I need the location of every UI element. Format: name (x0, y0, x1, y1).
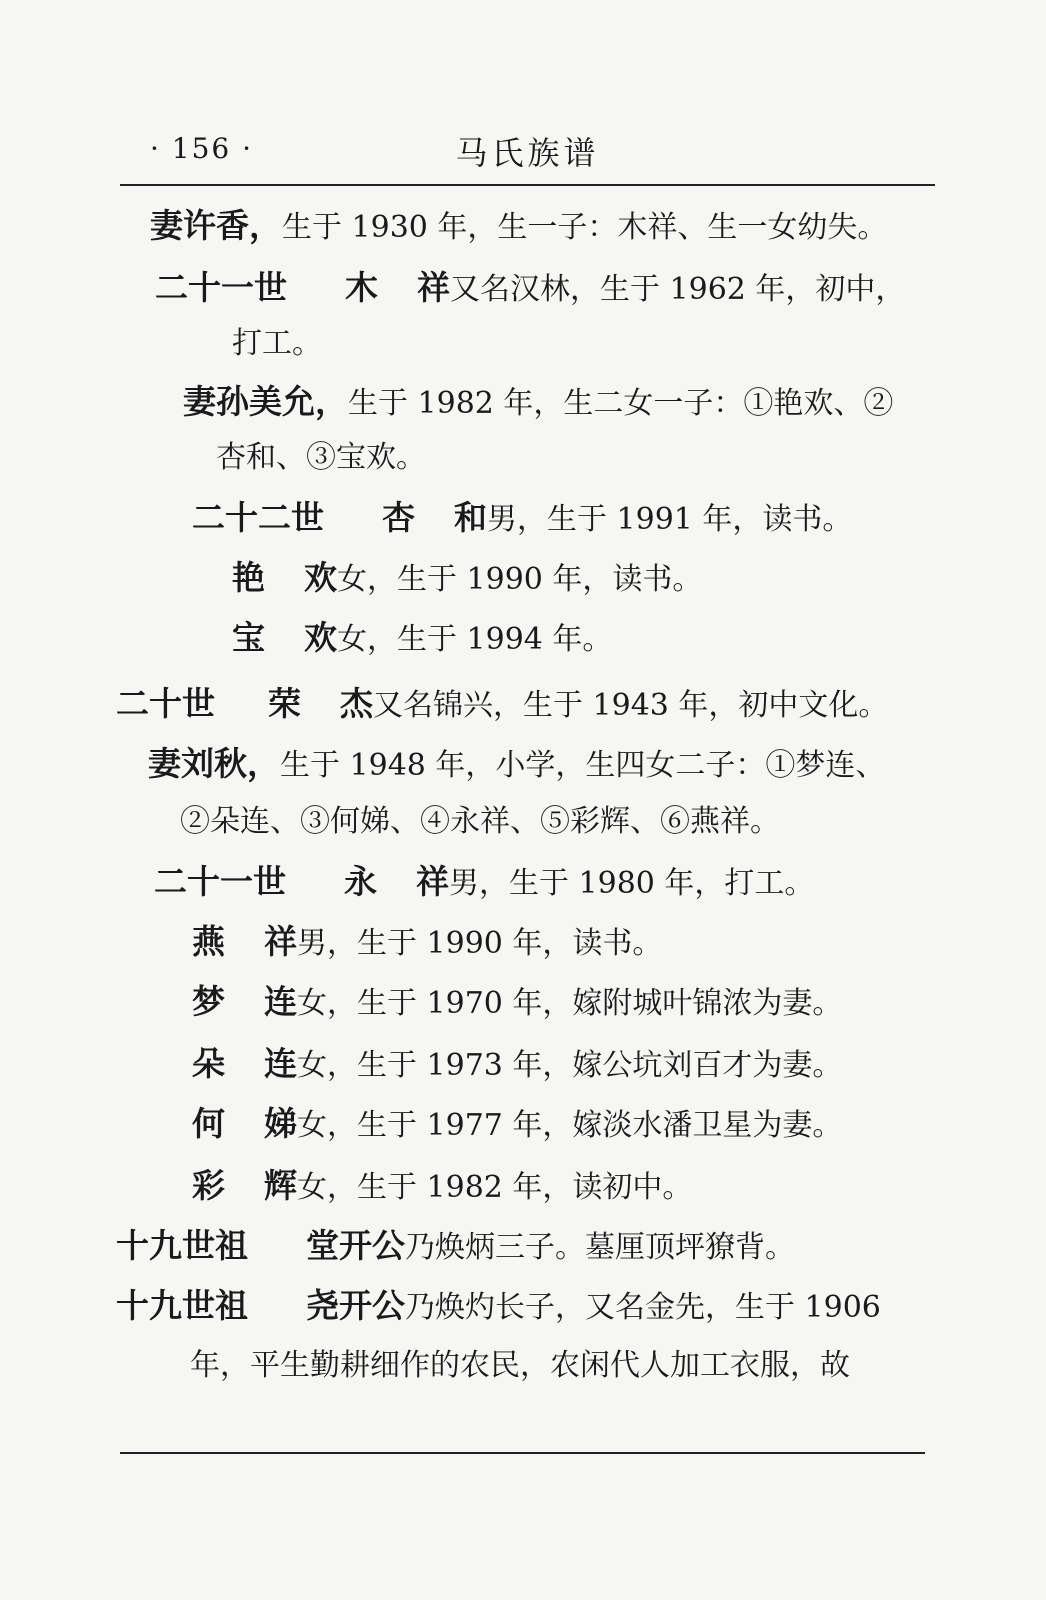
genealogy-line (216, 438, 426, 478)
footer-rule (120, 1452, 925, 1454)
entry-text: 女，生于 1994 年。 (337, 622, 613, 657)
genealogy-line (190, 1346, 850, 1386)
entry-text: 女，生于 1977 年，嫁淡水潘卫星为妻。 (297, 1108, 843, 1143)
entry-text: 生于 1930 年，生一子：木祥、生一女幼失。 (282, 210, 888, 245)
entry-text: ②朵连、③何娣、④永祥、⑤彩辉、⑥燕祥。 (180, 804, 780, 839)
person-name-first: 彩 (192, 1166, 225, 1205)
entry-text: 生于 1948 年，小学，生四女二子：①梦连、 (280, 748, 886, 783)
person-name-second: 连 (264, 1044, 297, 1083)
person-name-second: 娣 (264, 1104, 297, 1143)
entry-text: 又名锦兴，生于 1943 年，初中文化。 (373, 688, 889, 723)
person-name-first: 宝 (232, 618, 265, 657)
person-name-first: 木 (345, 268, 378, 307)
entry-name: 妻刘秋， (148, 744, 280, 783)
entry-text: 打工。 (232, 326, 322, 361)
person-name-second: 和 (454, 498, 487, 537)
book-title: 马氏族谱 (455, 134, 600, 172)
entry-text: 乃焕灼长子，又名金先，生于 1906 (405, 1290, 881, 1325)
generation-label: 十九世祖 (116, 1286, 248, 1325)
genealogy-line (183, 382, 893, 424)
header-rule (120, 184, 935, 186)
genealogy-line (150, 206, 887, 248)
person-name-first: 何 (192, 1104, 225, 1143)
entry-text: 男，生于 1991 年，读书。 (487, 502, 853, 537)
person-name-first: 朵 (192, 1044, 225, 1083)
entry-text: 乃焕炳三子。墓厘顶坪獠背。 (405, 1230, 795, 1265)
genealogy-line (192, 1166, 692, 1208)
genealogy-line (116, 1226, 795, 1268)
person-name-second: 欢 (304, 618, 337, 657)
entry-name: 妻许香， (150, 206, 282, 245)
entry-text: 生于 1982 年，生二女一子：①艳欢、② (348, 386, 894, 421)
person-name-second: 连 (264, 982, 297, 1021)
generation-label: 十九世祖 (116, 1226, 248, 1265)
genealogy-line (148, 744, 885, 786)
entry-name: 尧开公 (306, 1286, 405, 1325)
generation-label: 二十世 (116, 684, 215, 723)
person-name-first: 梦 (192, 982, 225, 1021)
person-name-first: 永 (344, 862, 377, 901)
genealogy-line (116, 1286, 881, 1328)
person-name-second: 杰 (340, 684, 373, 723)
page-number: · 156 · (150, 132, 254, 165)
person-name-second: 祥 (417, 268, 450, 307)
genealogy-line (192, 1044, 842, 1086)
person-name-first: 艳 (232, 558, 265, 597)
person-name-first: 杏 (382, 498, 415, 537)
entry-name: 妻孙美允， (183, 382, 348, 421)
genealogy-line (232, 618, 612, 660)
person-name-first: 荣 (268, 684, 301, 723)
generation-label: 二十一世 (155, 268, 287, 307)
genealogy-line (192, 1104, 842, 1146)
entry-text: 女，生于 1970 年，嫁附城叶锦浓为妻。 (297, 986, 843, 1021)
entry-text: 女，生于 1973 年，嫁公坑刘百才为妻。 (297, 1048, 843, 1083)
generation-label: 二十二世 (192, 498, 324, 537)
genealogy-line (155, 268, 905, 310)
entry-text: 男，生于 1990 年，读书。 (297, 926, 663, 961)
entry-text: 男，生于 1980 年，打工。 (449, 866, 815, 901)
person-name-second: 欢 (304, 558, 337, 597)
entry-text: 女，生于 1982 年，读初中。 (297, 1170, 693, 1205)
genealogy-line (116, 684, 888, 726)
person-name-second: 祥 (264, 922, 297, 961)
genealogy-line (192, 922, 662, 964)
generation-label: 二十一世 (154, 862, 286, 901)
genealogy-line (232, 324, 322, 364)
page-header (120, 128, 935, 172)
genealogy-line (180, 802, 780, 842)
entry-text: 杏和、③宝欢。 (216, 440, 426, 475)
entry-name: 堂开公 (306, 1226, 405, 1265)
person-name-first: 燕 (192, 922, 225, 961)
genealogy-line (154, 862, 814, 904)
person-name-second: 祥 (416, 862, 449, 901)
entry-text: 女，生于 1990 年，读书。 (337, 562, 703, 597)
entry-text: 年，平生勤耕细作的农民，农闲代人加工衣服，故 (190, 1348, 850, 1383)
genealogy-line (192, 498, 852, 540)
genealogy-line (192, 982, 842, 1024)
person-name-second: 辉 (264, 1166, 297, 1205)
genealogy-line (232, 558, 702, 600)
entry-text: 又名汉林，生于 1962 年，初中， (450, 272, 906, 307)
